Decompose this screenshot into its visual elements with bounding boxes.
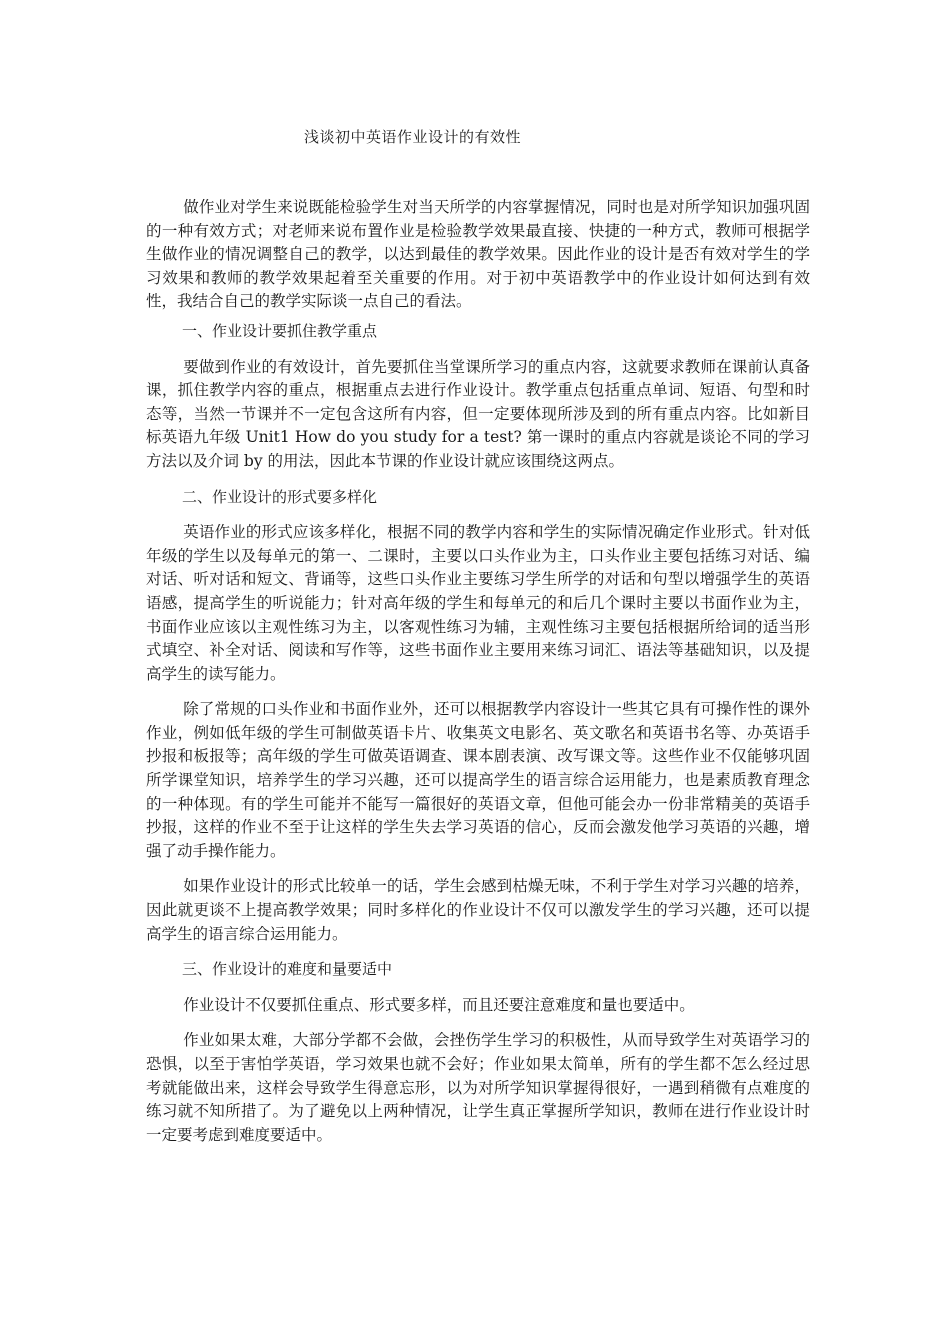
- intro-paragraph: 做作业对学生来说既能检验学生对当天所学的内容掌握情况，同时也是对所学知识加强巩固的一种有效方式；对老师来说布置作业是检验教学效果最直接、快捷的一种方式，教师可根据学生做作业的情况调整自己的教学，以达到最佳的教学效果。因此作业的设计是否有效对学生的学习效果和教师的教学效果起着至关重要的作用。对于初中英语教学中的作业设计如何达到有效性，我结合自己的教学实际谈一点自己的看法。: [146, 198, 810, 311]
- section3-paragraph-1: 作业设计不仅要抓住重点、形式要多样，而且还要注意难度和量也要适中。: [183, 995, 695, 1014]
- section3-paragraph-2: 作业如果太难，大部分学都不会做，会挫伤学生学习的积极性，从而导致学生对英语学习的恐惧，以至于害怕学英语，学习效果也就不会好；作业如果太简单，所有的学生都不怎么经过思考就能做出来，这样会导致学生得意忘形，以为对所学知识掌握得很好，一遇到稍微有点难度的练习就不知所措了。为了避免以上两种情况，让学生真正掌握所学知识，教师在进行作业设计时一定要考虑到难度要适中。: [146, 1031, 810, 1144]
- document-body: [146, 196, 810, 1147]
- section2-paragraph-2: 除了常规的口头作业和书面作业外，还可以根据教学内容设计一些其它具有可操作性的课外作业，例如低年级的学生可制做英语卡片、收集英文电影名、英文歌名和英语书名等、办英语手抄报和板报等；高年级的学生可做英语调查、课本剧表演、改写课文等。这些作业不仅能够巩固所学课堂知识，培养学生的学习兴趣，还可以提高学生的语言综合运用能力，也是素质教育理念的一种体现。有的学生可能并不能写一篇很好的英语文章，但他可能会办一份非常精美的英语手抄报，这样的作业不至于让这样的学生失去学习英语的信心，反而会激发他学习英语的兴趣，增强了动手操作能力。: [146, 700, 810, 860]
- section-heading-3: 三、作业设计的难度和量要适中: [182, 960, 393, 979]
- section-heading-1: 一、作业设计要抓住教学重点: [182, 321, 378, 340]
- section-heading-2: 二、作业设计的形式要多样化: [182, 487, 378, 506]
- section1-paragraph-1: 要做到作业的有效设计，首先要抓住当堂课所学习的重点内容，这就要求教师在课前认真备课，抓住教学内容的重点，根据重点去进行作业设计。教学重点包括重点单词、短语、句型和时态等，当然一节课并不一定包含这所有内容，但一定要体现所涉及到的所有重点内容。比如新目标英语九年级 Unit1 How do you study for a test? 第一课时的重点内容就是谈论不同的学习方法以及介词 by 的用法，因此本节课的作业设计就应该围绕这两点。: [146, 357, 810, 470]
- section2-paragraph-1: 英语作业的形式应该多样化，根据不同的教学内容和学生的实际情况确定作业形式。针对低年级的学生以及每单元的第一、二课时，主要以口头作业为主，口头作业主要包括练习对话、编对话、听对话和短文、背诵等，这些口头作业主要练习学生所学的对话和句型以增强学生的英语语感，提高学生的听说能力；针对高年级的学生和每单元的和后几个课时主要以书面作业为主，书面作业应该以主观性练习为主，以客观性练习为辅，主观性练习主要包括根据所给词的适当形式填空、补全对话、阅读和写作等，这些书面作业主要用来练习词汇、语法等基础知识，以及提高学生的读写能力。: [146, 523, 810, 683]
- section2-paragraph-3: 如果作业设计的形式比较单一的话，学生会感到枯燥无味，不利于学生对学习兴趣的培养，因此就更谈不上提高教学效果；同时多样化的作业设计不仅可以激发学生的学习兴趣，还可以提高学生的语言综合运用能力。: [146, 877, 810, 943]
- document-title: 浅谈初中英语作业设计的有效性: [304, 128, 522, 146]
